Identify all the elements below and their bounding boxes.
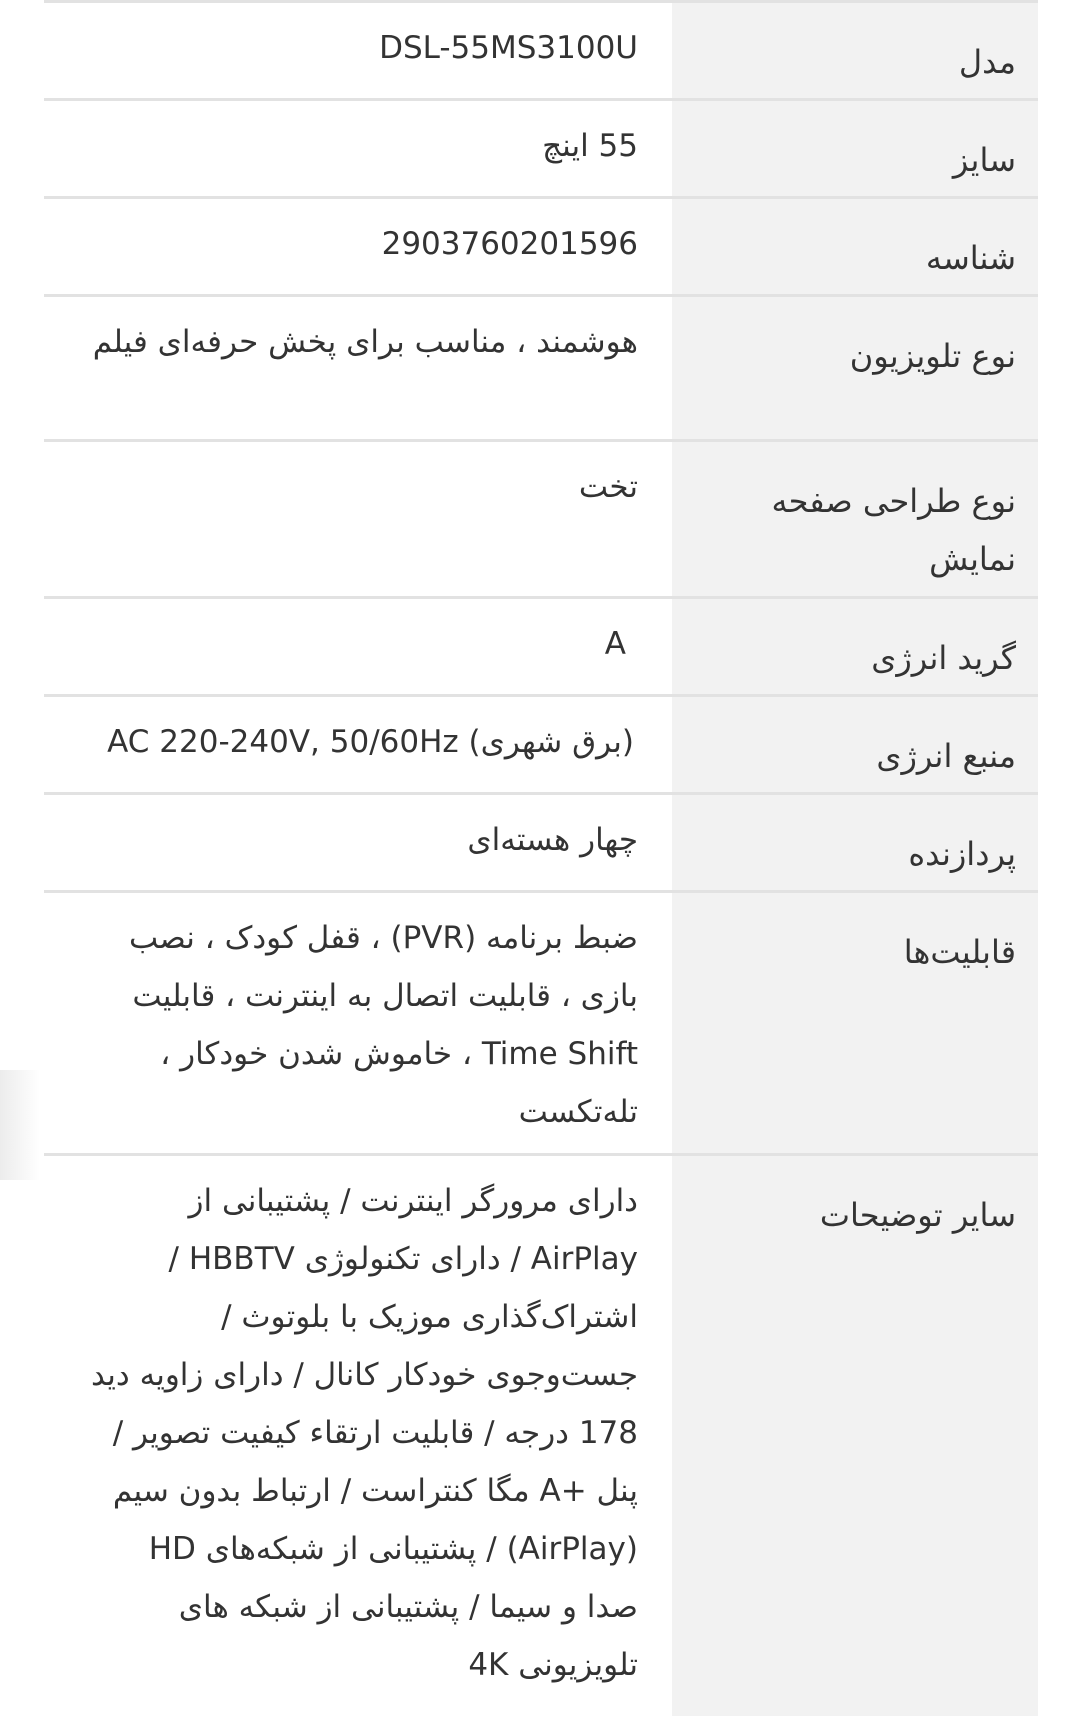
spec-value: دارای مرورگر اینترنت / پشتیبانی از AirPlay / دارای تکنولوژی HBBTV / اشتراک‌گذاری موزیک با بلوتوث / جست‌وجوی خودکار کانال / دارای زاویه دید 178 درجه / قابلیت ارتقاء کیفیت تصویر / پنل +A مگا کنتراست / ارتباط بدون سیم (AirPlay) / پشتیبانی از شبکه‌های HD صدا و سیما / پشتیبانی از شبکه های تلویزیونی 4K xyxy=(91,1183,638,1683)
edge-shadow xyxy=(0,1070,40,1180)
spec-value: هوشمند ، مناسب برای پخش حرفه‌ای فیلم xyxy=(92,324,638,360)
spec-row-energy-grade xyxy=(44,599,1038,697)
spec-row-identifier xyxy=(44,199,1038,297)
spec-label: گرید انرژی xyxy=(672,599,1038,694)
spec-label: سایر توضیحات xyxy=(672,1156,1038,1716)
spec-row-other-details xyxy=(44,1156,1038,1716)
spec-row-features xyxy=(44,893,1038,1156)
spec-value: (برق شهری) AC 220-240V, 50/60Hz xyxy=(107,724,634,760)
spec-row-size xyxy=(44,101,1038,199)
spec-value: A xyxy=(604,626,626,662)
spec-row-panel-design xyxy=(44,442,1038,599)
spec-label: پردازنده xyxy=(672,795,1038,890)
spec-row-tv-type xyxy=(44,297,1038,442)
spec-label: نوع تلویزیون xyxy=(672,297,1038,439)
spec-value: 2903760201596 xyxy=(381,226,638,262)
spec-value: ضبط برنامه (PVR) ، قفل کودک ، نصب بازی ، قابلیت اتصال به اینترنت ، قابلیت Time Shift ، خاموش شدن خودکار ، تله‌تکست xyxy=(128,920,638,1130)
spec-label: مدل xyxy=(672,3,1038,98)
spec-row-model xyxy=(44,3,1038,101)
specifications-table xyxy=(44,0,1038,1716)
spec-value: تخت xyxy=(578,469,638,505)
spec-value: چهار هسته‌ای xyxy=(467,822,638,858)
spec-label: شناسه xyxy=(672,199,1038,294)
spec-label: سایز xyxy=(672,101,1038,196)
spec-row-power-source xyxy=(44,697,1038,795)
spec-row-processor xyxy=(44,795,1038,893)
spec-label: منبع انرژی xyxy=(672,697,1038,792)
spec-label: قابلیت‌ها xyxy=(672,893,1038,1153)
spec-label: نوع طراحی صفحه نمایش xyxy=(672,442,1038,596)
spec-value: 55 اینچ xyxy=(542,128,638,164)
spec-value: DSL-55MS3100U xyxy=(379,30,638,66)
